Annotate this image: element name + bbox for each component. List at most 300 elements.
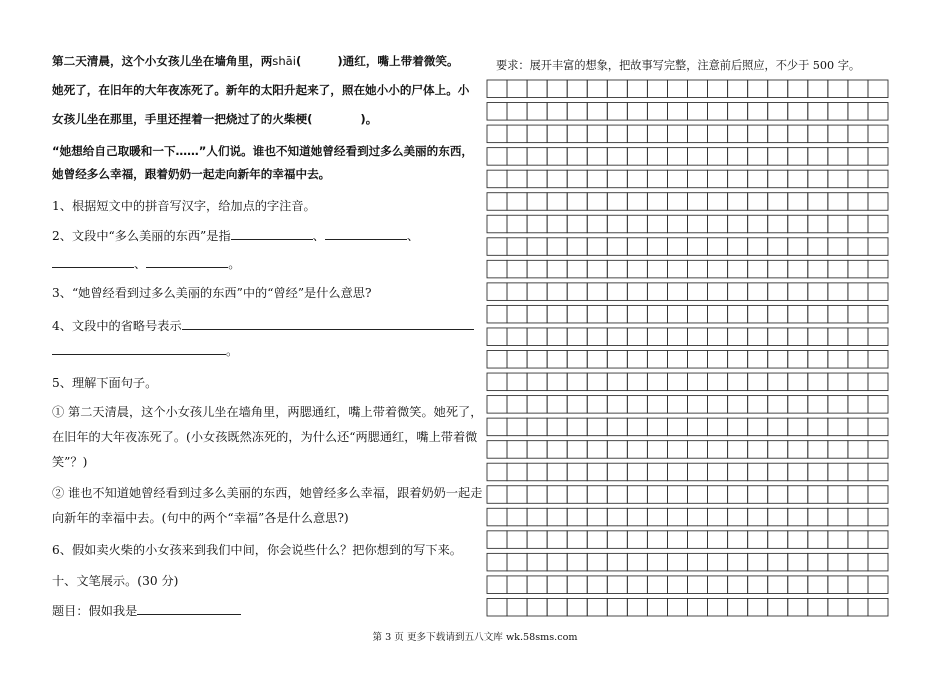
grid-cell[interactable] <box>868 351 888 369</box>
answer-blank[interactable] <box>52 342 226 355</box>
grid-cell[interactable] <box>708 193 728 211</box>
grid-cell[interactable] <box>667 463 687 481</box>
grid-cell[interactable] <box>708 531 728 549</box>
grid-cell[interactable] <box>768 441 788 459</box>
grid-cell[interactable] <box>708 103 728 121</box>
grid-cell[interactable] <box>728 396 748 414</box>
grid-cell[interactable] <box>507 441 527 459</box>
grid-cell[interactable] <box>688 463 708 481</box>
grid-cell[interactable] <box>627 125 647 143</box>
grid-cell[interactable] <box>848 125 868 143</box>
grid-cell[interactable] <box>487 441 507 459</box>
grid-cell[interactable] <box>848 373 868 391</box>
grid-cell[interactable] <box>547 463 567 481</box>
grid-cell[interactable] <box>808 193 828 211</box>
grid-cell[interactable] <box>647 260 667 278</box>
grid-cell[interactable] <box>768 125 788 143</box>
grid-cell[interactable] <box>868 508 888 526</box>
grid-cell[interactable] <box>868 576 888 594</box>
grid-cell[interactable] <box>567 598 587 616</box>
grid-cell[interactable] <box>527 103 547 121</box>
grid-cell[interactable] <box>667 396 687 414</box>
grid-cell[interactable] <box>808 463 828 481</box>
grid-cell[interactable] <box>567 441 587 459</box>
grid-cell[interactable] <box>848 351 868 369</box>
grid-cell[interactable] <box>788 553 808 571</box>
grid-cell[interactable] <box>567 463 587 481</box>
grid-cell[interactable] <box>607 238 627 256</box>
grid-cell[interactable] <box>868 305 888 323</box>
grid-cell[interactable] <box>487 148 507 166</box>
grid-cell[interactable] <box>667 305 687 323</box>
grid-cell[interactable] <box>748 328 768 346</box>
grid-cell[interactable] <box>828 441 848 459</box>
grid-cell[interactable] <box>667 215 687 233</box>
grid-cell[interactable] <box>587 148 607 166</box>
grid-cell[interactable] <box>547 396 567 414</box>
grid-cell[interactable] <box>487 351 507 369</box>
grid-cell[interactable] <box>587 238 607 256</box>
grid-cell[interactable] <box>647 531 667 549</box>
grid-cell[interactable] <box>647 215 667 233</box>
grid-cell[interactable] <box>527 576 547 594</box>
grid-cell[interactable] <box>868 418 888 436</box>
grid-cell[interactable] <box>647 418 667 436</box>
grid-cell[interactable] <box>828 553 848 571</box>
grid-cell[interactable] <box>527 125 547 143</box>
grid-cell[interactable] <box>567 148 587 166</box>
grid-cell[interactable] <box>507 418 527 436</box>
grid-cell[interactable] <box>487 486 507 504</box>
grid-cell[interactable] <box>667 125 687 143</box>
grid-cell[interactable] <box>627 508 647 526</box>
grid-cell[interactable] <box>667 418 687 436</box>
grid-cell[interactable] <box>748 441 768 459</box>
grid-cell[interactable] <box>587 576 607 594</box>
grid-cell[interactable] <box>567 125 587 143</box>
grid-cell[interactable] <box>627 396 647 414</box>
grid-cell[interactable] <box>708 305 728 323</box>
grid-cell[interactable] <box>647 598 667 616</box>
grid-cell[interactable] <box>547 598 567 616</box>
grid-cell[interactable] <box>748 396 768 414</box>
grid-cell[interactable] <box>487 463 507 481</box>
grid-cell[interactable] <box>547 486 567 504</box>
grid-cell[interactable] <box>828 531 848 549</box>
grid-cell[interactable] <box>788 125 808 143</box>
grid-cell[interactable] <box>708 396 728 414</box>
grid-cell[interactable] <box>487 305 507 323</box>
grid-cell[interactable] <box>768 576 788 594</box>
grid-cell[interactable] <box>848 396 868 414</box>
grid-cell[interactable] <box>627 553 647 571</box>
grid-cell[interactable] <box>748 598 768 616</box>
grid-cell[interactable] <box>587 553 607 571</box>
grid-cell[interactable] <box>507 103 527 121</box>
grid-cell[interactable] <box>487 553 507 571</box>
grid-cell[interactable] <box>607 553 627 571</box>
grid-cell[interactable] <box>868 283 888 301</box>
grid-cell[interactable] <box>507 328 527 346</box>
grid-cell[interactable] <box>728 508 748 526</box>
grid-cell[interactable] <box>828 125 848 143</box>
grid-cell[interactable] <box>607 418 627 436</box>
grid-cell[interactable] <box>627 170 647 188</box>
grid-cell[interactable] <box>748 148 768 166</box>
grid-cell[interactable] <box>848 260 868 278</box>
grid-cell[interactable] <box>688 260 708 278</box>
grid-cell[interactable] <box>708 238 728 256</box>
grid-cell[interactable] <box>748 508 768 526</box>
grid-cell[interactable] <box>647 576 667 594</box>
grid-cell[interactable] <box>708 125 728 143</box>
grid-cell[interactable] <box>808 148 828 166</box>
answer-blank[interactable] <box>325 227 407 240</box>
grid-cell[interactable] <box>487 103 507 121</box>
grid-cell[interactable] <box>607 215 627 233</box>
grid-cell[interactable] <box>708 80 728 98</box>
grid-cell[interactable] <box>848 103 868 121</box>
grid-cell[interactable] <box>667 103 687 121</box>
grid-cell[interactable] <box>848 283 868 301</box>
grid-cell[interactable] <box>748 351 768 369</box>
grid-cell[interactable] <box>808 283 828 301</box>
grid-cell[interactable] <box>808 125 828 143</box>
grid-cell[interactable] <box>647 373 667 391</box>
grid-cell[interactable] <box>828 215 848 233</box>
grid-cell[interactable] <box>748 260 768 278</box>
grid-cell[interactable] <box>587 373 607 391</box>
grid-cell[interactable] <box>688 418 708 436</box>
answer-blank[interactable] <box>146 255 228 268</box>
grid-cell[interactable] <box>828 260 848 278</box>
grid-cell[interactable] <box>547 103 567 121</box>
grid-cell[interactable] <box>607 125 627 143</box>
grid-cell[interactable] <box>647 553 667 571</box>
grid-cell[interactable] <box>567 373 587 391</box>
grid-cell[interactable] <box>487 598 507 616</box>
grid-cell[interactable] <box>708 260 728 278</box>
grid-cell[interactable] <box>748 418 768 436</box>
grid-cell[interactable] <box>487 215 507 233</box>
grid-cell[interactable] <box>567 103 587 121</box>
grid-cell[interactable] <box>788 531 808 549</box>
grid-cell[interactable] <box>788 351 808 369</box>
grid-cell[interactable] <box>768 283 788 301</box>
grid-cell[interactable] <box>527 486 547 504</box>
grid-cell[interactable] <box>507 598 527 616</box>
grid-cell[interactable] <box>607 260 627 278</box>
grid-cell[interactable] <box>607 373 627 391</box>
grid-cell[interactable] <box>788 148 808 166</box>
grid-cell[interactable] <box>748 576 768 594</box>
grid-cell[interactable] <box>768 598 788 616</box>
grid-cell[interactable] <box>527 598 547 616</box>
grid-cell[interactable] <box>728 418 748 436</box>
grid-cell[interactable] <box>487 193 507 211</box>
grid-cell[interactable] <box>547 373 567 391</box>
grid-cell[interactable] <box>768 373 788 391</box>
grid-cell[interactable] <box>768 80 788 98</box>
grid-cell[interactable] <box>768 396 788 414</box>
grid-cell[interactable] <box>567 283 587 301</box>
grid-cell[interactable] <box>688 508 708 526</box>
grid-cell[interactable] <box>547 305 567 323</box>
grid-cell[interactable] <box>547 441 567 459</box>
grid-cell[interactable] <box>728 441 748 459</box>
grid-cell[interactable] <box>708 508 728 526</box>
grid-cell[interactable] <box>748 193 768 211</box>
grid-cell[interactable] <box>627 238 647 256</box>
grid-cell[interactable] <box>607 305 627 323</box>
grid-cell[interactable] <box>547 328 567 346</box>
grid-cell[interactable] <box>487 531 507 549</box>
grid-cell[interactable] <box>587 80 607 98</box>
grid-cell[interactable] <box>808 396 828 414</box>
grid-cell[interactable] <box>487 576 507 594</box>
grid-cell[interactable] <box>607 441 627 459</box>
grid-cell[interactable] <box>647 238 667 256</box>
grid-cell[interactable] <box>728 305 748 323</box>
answer-blank[interactable] <box>52 255 134 268</box>
grid-cell[interactable] <box>788 238 808 256</box>
grid-cell[interactable] <box>567 260 587 278</box>
grid-cell[interactable] <box>688 305 708 323</box>
grid-cell[interactable] <box>808 486 828 504</box>
grid-cell[interactable] <box>688 215 708 233</box>
grid-cell[interactable] <box>688 553 708 571</box>
grid-cell[interactable] <box>788 441 808 459</box>
grid-cell[interactable] <box>507 283 527 301</box>
grid-cell[interactable] <box>627 373 647 391</box>
grid-cell[interactable] <box>848 328 868 346</box>
grid-cell[interactable] <box>627 598 647 616</box>
grid-cell[interactable] <box>788 103 808 121</box>
grid-cell[interactable] <box>848 215 868 233</box>
grid-cell[interactable] <box>487 508 507 526</box>
grid-cell[interactable] <box>748 373 768 391</box>
grid-cell[interactable] <box>507 170 527 188</box>
grid-cell[interactable] <box>587 328 607 346</box>
grid-cell[interactable] <box>848 305 868 323</box>
grid-cell[interactable] <box>567 576 587 594</box>
grid-cell[interactable] <box>547 553 567 571</box>
grid-cell[interactable] <box>848 80 868 98</box>
grid-cell[interactable] <box>808 238 828 256</box>
grid-cell[interactable] <box>728 148 748 166</box>
grid-cell[interactable] <box>728 531 748 549</box>
grid-cell[interactable] <box>768 553 788 571</box>
grid-cell[interactable] <box>868 396 888 414</box>
grid-cell[interactable] <box>667 260 687 278</box>
grid-cell[interactable] <box>627 328 647 346</box>
grid-cell[interactable] <box>507 463 527 481</box>
grid-cell[interactable] <box>647 148 667 166</box>
grid-cell[interactable] <box>667 553 687 571</box>
grid-cell[interactable] <box>868 260 888 278</box>
grid-cell[interactable] <box>527 260 547 278</box>
grid-cell[interactable] <box>808 576 828 594</box>
grid-cell[interactable] <box>667 351 687 369</box>
grid-cell[interactable] <box>667 576 687 594</box>
grid-cell[interactable] <box>567 238 587 256</box>
grid-cell[interactable] <box>708 441 728 459</box>
grid-cell[interactable] <box>808 215 828 233</box>
grid-cell[interactable] <box>607 486 627 504</box>
grid-cell[interactable] <box>868 80 888 98</box>
grid-cell[interactable] <box>768 328 788 346</box>
grid-cell[interactable] <box>507 531 527 549</box>
grid-cell[interactable] <box>788 215 808 233</box>
grid-cell[interactable] <box>808 441 828 459</box>
grid-cell[interactable] <box>808 553 828 571</box>
grid-cell[interactable] <box>728 351 748 369</box>
grid-cell[interactable] <box>627 351 647 369</box>
grid-cell[interactable] <box>567 531 587 549</box>
grid-cell[interactable] <box>567 328 587 346</box>
grid-cell[interactable] <box>487 238 507 256</box>
grid-cell[interactable] <box>647 463 667 481</box>
grid-cell[interactable] <box>728 328 748 346</box>
grid-cell[interactable] <box>788 373 808 391</box>
grid-cell[interactable] <box>708 553 728 571</box>
grid-cell[interactable] <box>527 148 547 166</box>
grid-cell[interactable] <box>567 80 587 98</box>
grid-cell[interactable] <box>507 576 527 594</box>
grid-cell[interactable] <box>507 125 527 143</box>
grid-cell[interactable] <box>768 531 788 549</box>
grid-cell[interactable] <box>647 508 667 526</box>
grid-cell[interactable] <box>547 193 567 211</box>
grid-cell[interactable] <box>688 441 708 459</box>
grid-cell[interactable] <box>647 103 667 121</box>
grid-cell[interactable] <box>768 260 788 278</box>
grid-cell[interactable] <box>748 463 768 481</box>
grid-cell[interactable] <box>667 486 687 504</box>
grid-cell[interactable] <box>647 80 667 98</box>
grid-cell[interactable] <box>848 576 868 594</box>
grid-cell[interactable] <box>527 396 547 414</box>
grid-cell[interactable] <box>647 283 667 301</box>
grid-cell[interactable] <box>828 373 848 391</box>
grid-cell[interactable] <box>587 508 607 526</box>
grid-cell[interactable] <box>688 170 708 188</box>
grid-cell[interactable] <box>567 193 587 211</box>
grid-cell[interactable] <box>868 373 888 391</box>
grid-cell[interactable] <box>647 305 667 323</box>
grid-cell[interactable] <box>627 80 647 98</box>
grid-cell[interactable] <box>667 441 687 459</box>
grid-cell[interactable] <box>748 553 768 571</box>
writing-grid[interactable] <box>486 79 889 622</box>
grid-cell[interactable] <box>527 80 547 98</box>
grid-cell[interactable] <box>748 170 768 188</box>
grid-cell[interactable] <box>627 148 647 166</box>
grid-cell[interactable] <box>587 103 607 121</box>
grid-cell[interactable] <box>768 418 788 436</box>
grid-cell[interactable] <box>748 305 768 323</box>
grid-cell[interactable] <box>828 508 848 526</box>
grid-cell[interactable] <box>768 351 788 369</box>
grid-cell[interactable] <box>507 396 527 414</box>
grid-cell[interactable] <box>868 125 888 143</box>
grid-cell[interactable] <box>527 418 547 436</box>
grid-cell[interactable] <box>587 193 607 211</box>
grid-cell[interactable] <box>728 170 748 188</box>
grid-cell[interactable] <box>507 215 527 233</box>
grid-cell[interactable] <box>567 305 587 323</box>
grid-cell[interactable] <box>688 238 708 256</box>
grid-cell[interactable] <box>808 103 828 121</box>
grid-cell[interactable] <box>547 215 567 233</box>
grid-cell[interactable] <box>848 486 868 504</box>
grid-cell[interactable] <box>768 215 788 233</box>
grid-cell[interactable] <box>507 351 527 369</box>
grid-cell[interactable] <box>567 215 587 233</box>
grid-cell[interactable] <box>507 373 527 391</box>
grid-cell[interactable] <box>587 486 607 504</box>
grid-cell[interactable] <box>627 193 647 211</box>
grid-cell[interactable] <box>587 215 607 233</box>
grid-cell[interactable] <box>808 418 828 436</box>
writing-grid-svg[interactable] <box>486 79 889 622</box>
grid-cell[interactable] <box>788 305 808 323</box>
grid-cell[interactable] <box>808 598 828 616</box>
grid-cell[interactable] <box>808 305 828 323</box>
grid-cell[interactable] <box>547 80 567 98</box>
grid-cell[interactable] <box>627 103 647 121</box>
grid-cell[interactable] <box>868 170 888 188</box>
grid-cell[interactable] <box>507 148 527 166</box>
grid-cell[interactable] <box>848 553 868 571</box>
grid-cell[interactable] <box>728 553 748 571</box>
grid-cell[interactable] <box>607 531 627 549</box>
grid-cell[interactable] <box>688 80 708 98</box>
grid-cell[interactable] <box>487 373 507 391</box>
grid-cell[interactable] <box>527 170 547 188</box>
grid-cell[interactable] <box>868 486 888 504</box>
grid-cell[interactable] <box>808 170 828 188</box>
grid-cell[interactable] <box>667 373 687 391</box>
grid-cell[interactable] <box>828 103 848 121</box>
grid-cell[interactable] <box>527 531 547 549</box>
grid-cell[interactable] <box>587 531 607 549</box>
grid-cell[interactable] <box>768 238 788 256</box>
grid-cell[interactable] <box>688 148 708 166</box>
grid-cell[interactable] <box>607 576 627 594</box>
grid-cell[interactable] <box>748 215 768 233</box>
grid-cell[interactable] <box>708 215 728 233</box>
grid-cell[interactable] <box>607 193 627 211</box>
grid-cell[interactable] <box>587 441 607 459</box>
grid-cell[interactable] <box>567 170 587 188</box>
grid-cell[interactable] <box>868 553 888 571</box>
grid-cell[interactable] <box>828 305 848 323</box>
grid-cell[interactable] <box>607 351 627 369</box>
grid-cell[interactable] <box>647 441 667 459</box>
grid-cell[interactable] <box>647 125 667 143</box>
grid-cell[interactable] <box>688 283 708 301</box>
grid-cell[interactable] <box>547 508 567 526</box>
grid-cell[interactable] <box>527 283 547 301</box>
grid-cell[interactable] <box>487 170 507 188</box>
grid-cell[interactable] <box>527 328 547 346</box>
title-blank[interactable] <box>137 602 241 615</box>
grid-cell[interactable] <box>748 238 768 256</box>
grid-cell[interactable] <box>728 260 748 278</box>
grid-cell[interactable] <box>788 418 808 436</box>
grid-cell[interactable] <box>667 238 687 256</box>
